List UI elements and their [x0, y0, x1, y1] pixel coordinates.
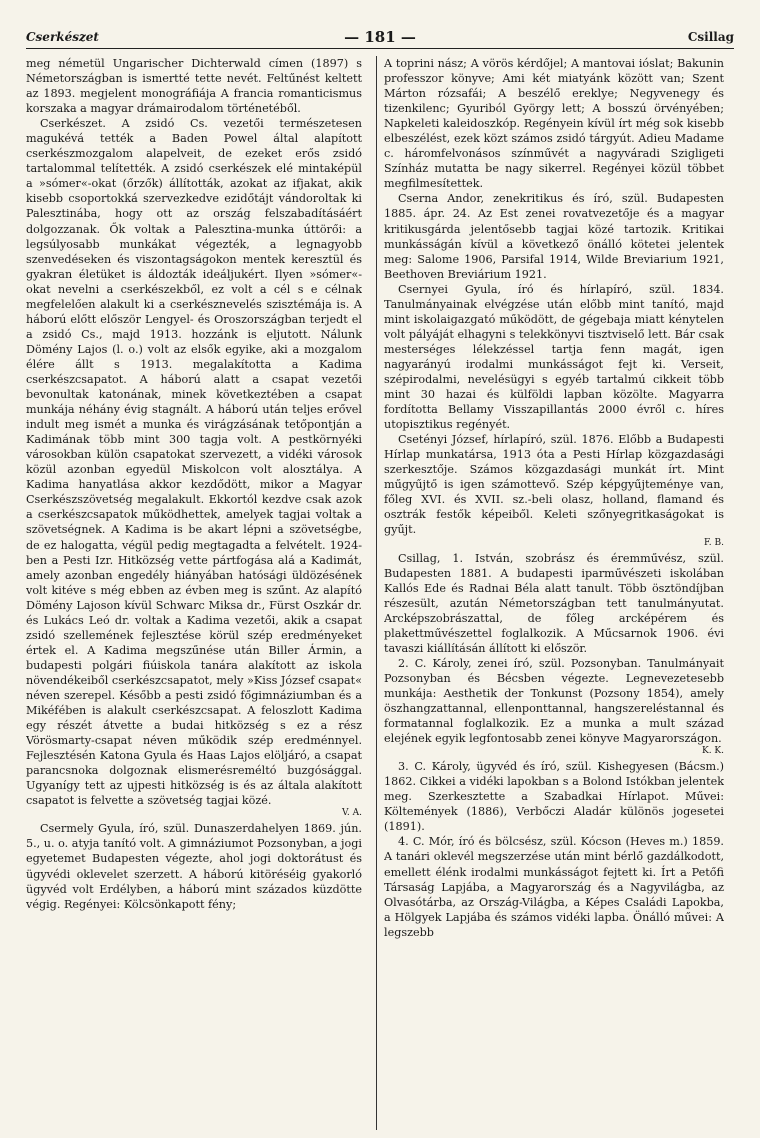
author-signature: K. K.	[701, 746, 724, 757]
entry-cserna: Cserna Andor, zenekritikus és író, szül. Budapesten 1885. ápr. 24. Az Est zenei rovatvezetője és a magyar kritikusgárda jelentősebb tagjai közé tartozik. Kritikai munkásságán kívül a következő önálló kötetei jelentek meg: Salome 1906, Parsifal 1914, Wilde Breviarium 1921, Beethoven Breviárium 1921.	[384, 192, 724, 281]
author-signature: V. A.	[341, 808, 362, 819]
running-header	[26, 28, 734, 48]
page-number: — 181 —	[344, 28, 416, 46]
right-column	[384, 56, 724, 1130]
entry-continuation: A toprini nász; A vörös kérdőjel; A mantovai ióslat; Bakunin professzor könyve; Ami két miatyánk között van; Szent Márton rózsafái; A beszélő ereklye; Negyvenegy és tizenkilenc; Gyuriból György lett; A bosszú örvényében; Napkeleti kaleidoszkóp. Regényein kívül írt még sok kisebb elbeszélést, ezek közt számos zsidó tárgyút. Adieu Madame c. háromfelvonásos színművét a nagyváradi Szigligeti Színház mutatta be nagy sikerrel. Regényei közül többet megfilmesítettek.	[384, 57, 724, 191]
entry-csernyei: Csernyei Gyula, író és hírlapíró, szül. 1834. Tanulmányainak elvégzése után előbb mint tanító, majd mint iskolaigazgató működött, de gégebaja miatt kénytelen volt pályáját elhagyni s telekkönyvi tisztviselő lett. Bár csak mesterséges lélekzéssel tartja fenn magát, igen nagyarányú irodalmi munkásságot fejt ki. Verseit, szépirodalmi, nevelésügyi s egyéb tartalmú cikkeit több mint 30 hazai és külföldi lapban közölte. Magyarra fordította Bellamy Visszapillantás 2000 évről c. híres utopisztikus regényét.	[384, 282, 724, 432]
entry-fragment: meg németül Ungarischer Dichterwald címen (1897) s Németországban is ismertté tette nevét. Feltűnést keltett az 1893. megjelent monográfiája A francia romanticismus korszaka a magyar drámairodalom történetéből.	[26, 57, 362, 116]
entry-cserkeszet: Cserkészet. A zsidó Cs. vezetői természetesen magukévá tették a Baden Powel által alapított cserkészmozgalom alapelveit, de ezeket erős zsidó tartalommal telítették. A zsidó cserkészek elé mintaképül a »sómer«-okat (őrzők) állították, azokat az ifjakat, akik kisebb csoportokká szervezkedve ezidőtájt vándoroltak ki Palesztinába, hogy ott az ország felszabadításáért dolgozzanak. Ők voltak a Palesztina-munka úttörői: a legsúlyosabb munkákat végezték, a legnagyobb szenvedéseken és viszontagságokon mentek keresztül és gyakran életüket is áldozták ideáljukért. Ilyen »sómer«-okat nevelni a cserkészekből, ez volt a cél s e célnak megfelelően alakult ki a cserkésznevelés szisztémája is. A háború előtt először Lengyel- és Oroszországban terjedt el a zsidó Cs., majd 1913. hozzánk is eljutott. Nálunk Dömény Lajos (l. o.) volt az elsők egyike, aki a mozgalom élére állt s 1913. megalakította a Kadima cserkészcsapatot. A háború alatt a csapat vezetői bevonultak katonának, minek következtében a csapat munkája néhány évig stagnált. A háború után teljes erővel indult meg ismét a munka és virágzásának tetőpontján a Kadimának több mint 300 tagja volt. A pestkörnyéki városokban külön csapatokat szervezett, a vidéki városok közül azonban egyedül Miskolcon volt alosztálya. A Kadima hanyatlása akkor kezdődött, mikor a Magyar Cserkészszövetség megalakult. Ekkortól kezdve csak azok a cserkészcsapatok működhettek, amelyek tagjai voltak a szövetségnek. A Kadima is be akart lépni a szövetségbe, de ez halogatta, végül pedig megtagadta a felvételt. 1924-ben a Pesti Izr. Hitközség vette pártfogása alá a Kadimát, amely azonban engedély hiányában hatósági üldözésének volt kitéve s még ebben az évben meg is szűnt. Az alapító Dömény Lajoson kívül Schwarc Miksa dr., Fürst Oszkár dr. és Lukács Leó dr. voltak a Kadima vezetői, akik a csapat zsidó szellemének fejlesztése körül szép eredményeket értek el. A Kadima megszűnése után Biller Ármin, a budapesti polgári fiúiskola tanára alakított az iskola növendékeiből cserkészcsapatot, mely »Kiss József csapat« néven szerepel. Később a pesti zsidó főgimnáziumban és a Mikéfében is alakult cserkészcsapat. A feloszlott Kadima egy részét átvette a budai hitközség s ez a rész Vörösmarty-csapat néven működik szép eredménnyel. Fejlesztésén Katona Gyula és Haas Lajos elöljáró, a csapat parancsnoka dolgoznak elismerésreméltó buzgósággal. Ugyanígy tett az ujpesti hitközség is és az általa alakított csapatot is felvette a szövetség tagjai közé.	[26, 117, 362, 808]
entry-csermely: Csermely Gyula, író, szül. Dunaszerdahelyen 1869. jún. 5., u. o. atyja tanító volt. A gimnáziumot Pozsonyban, a jogi egyetemet Budapesten végezte, ahol jogi doktorátust és ügyvédi oklevelet szerzett. A háború kitöréséig gyakorló ügyvéd volt Erdélyben, a háború mint százados küzdötte végig. Regényei: Kölcsönkapott fény;	[26, 822, 362, 911]
entry-csillag-4: 4. C. Mór, író és bölcsész, szül. Kócson (Heves m.) 1859. A tanári oklevél megszerzése után mint bérlő gazdálkodott, emellett élénk irodalmi munkásságot fejtett ki. Írt a Petőfi Társaság Lapjába, a Magyarország és a Nagyvilágba, az Olvasótárba, az Ország-Világba, a Képes Családi Lapokba, a Hölgyek Lapjába és számos vidéki lapba. Önálló művei: A legszebb	[384, 835, 724, 939]
entry-csetenyi: Csetényi József, hírlapíró, szül. 1876. Előbb a Budapesti Hírlap munkatársa, 1913 óta a Pesti Hírlap közgazdasági szerkesztője. Számos közgazdasági munkát írt. Mint műgyűjtő is igen számottevő. Szép képgyűjteménye van, főleg XVI. és XVII. sz.-beli olasz, holland, flamand és osztrák festők képeiből. Keleti szőnyegritkaságokat is gyűjt.	[384, 433, 724, 537]
column-divider	[376, 56, 377, 1130]
header-right-keyword: Csillag	[687, 30, 734, 44]
entry-csillag-1: Csillag, 1. István, szobrász és éremművész, szül. Budapesten 1881. A budapesti iparművészeti iskolában Kallós Ede és Radnai Béla alatt tanult. Több ösztöndíjban részesült, azután Németországban tett tanulmányutat. Arcképszobrászattal, de főleg arcképérem és plakettművészettel foglalkozik. A Műcsarnok 1906. évi tavaszi kiállításán állított ki először.	[384, 551, 724, 655]
entry-csillag-2: 2. C. Károly, zenei író, szül. Pozsonyban. Tanulmányait Pozsonyban és Bécsben végezte. Legnevezetesebb munkája: Aesthetik der Tonkunst (Pozsony 1854), amely öszhangzattannal, ellenponttannal, hangszereléstannal és formatannal foglalkozik. Ez a munka a mult század elejének egyik legfontosabb zenei könyve Magyarországon.	[384, 656, 724, 746]
entry-csillag-3: 3. C. Károly, ügyvéd és író, szül. Kishegyesen (Bácsm.) 1862. Cikkei a vidéki lapokban s a Bolond Istókban jelentek meg. Szerkesztette a Szabadkai Hírlapot. Művei: Költemények (1886), Verbőczi Aladár különös jogesetei (1891).	[384, 760, 724, 834]
author-signature: F. B.	[703, 537, 724, 548]
header-left-keyword: Cserkészet	[26, 30, 99, 44]
header-rule	[26, 48, 734, 49]
left-column	[26, 56, 362, 1130]
